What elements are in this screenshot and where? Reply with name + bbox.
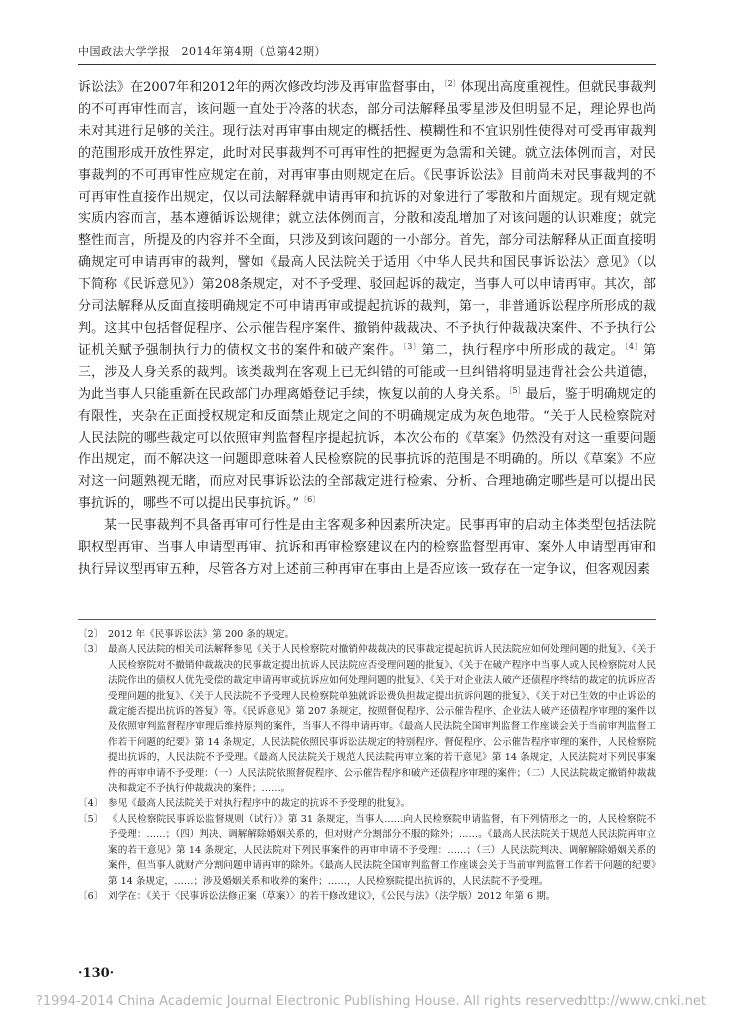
footnote-text: 参见《最高人民法院关于对执行程序中的裁定的抗诉不予受理的批复》。 [108, 798, 411, 810]
journal-header: 中国政法大学学报 2014年第4期（总第42期） [78, 45, 326, 58]
copyright-text: ?1994-2014 China Academic Journal Electronic Publishing House. All rights reserved. [36, 994, 587, 1009]
footnote-number: 〔5〕 [78, 813, 104, 825]
footnote-ref-5[interactable]: 〔5〕 [508, 385, 526, 395]
copyright-watermark [36, 994, 706, 1009]
footnote-divider [78, 619, 656, 620]
footnote-text: 最高人民法院的相关司法解释参见《关于人民检察院对撤销仲裁裁决的民事裁定提起抗诉人民法院应如何处理问题的批复》、《关于人民检察院对不撤销仲裁裁决的民事裁定提出抗诉人民法院应否受理问题的批复》、《关于在破产程序中当事人或人民检察院对人民法院作出的债权人优先受偿的裁定申请再审或抗诉应如何处理问题的批复》、《关于对企业法人破产还债程序终结的裁定的抗诉应否受理问题的批复》、《关于人民法院不予受理人民检察院单独就诉讼费负担裁定提出抗诉问题的批复》、《关于对已生效的中止诉讼的裁定能否提出抗诉的答复》等。《民诉意见》第 207 条规定，按照督促程序、公示催告程序、企业法人破产还债程序审理的案件以及依照审判监督程序审理后维持原判的案件，当事人不得申请再审。《最高人民法院全国审判监督工作座谈会关于当前审判监督工作若干问题的纪要》第 14 条规定，人民法院依照民事诉讼法规定的特别程序、督促程序、公示催告程序审理的案件，人民检察院提出抗诉的，人民法院不予受理。《最高人民法院关于规范人民法院再审立案的若干意见》第 14 条规定，人民法院对下列民事案件的再审申请不予受理：（一）人民法院依照督促程序、公示催告程序和破产还债程序审理的案件；（二）人民法院裁定撤销仲裁裁决和裁定不予执行仲裁裁决的案件；……。 [108, 644, 656, 795]
footnote-4 [78, 796, 656, 811]
footnote-ref-4[interactable]: 〔4〕 [624, 341, 643, 351]
footnote-ref-2[interactable]: 〔2〕 [443, 79, 461, 88]
footnote-number: 〔3〕 [78, 644, 104, 656]
footnote-6 [78, 889, 656, 904]
footnote-text: 刘学在：《关于〈民事诉讼法修正案（草案）〉的若干修改建议》，《公民与法》（法学版）2012 年第 6 期。 [108, 890, 556, 902]
footnote-3 [78, 642, 656, 796]
footnote-number: 〔4〕 [78, 798, 104, 810]
footnote-2 [78, 627, 656, 642]
footnote-5 [78, 812, 656, 889]
footnote-number: 〔2〕 [78, 629, 104, 640]
footnotes [78, 627, 656, 904]
footnote-ref-6[interactable]: 〔6〕 [299, 495, 321, 505]
footnote-text: 《人民检察院民事诉讼监督规则（试行）》第 31 条规定，当事人……向人民检察院申请监督，有下列情形之一的，人民检察院不予受理：……；（四）判决、调解解除婚姻关系的，但对财产分割部分不服的除外；……。《最高人民法院关于规范人民法院再审立案的若干意见》第 14 条规定，人民法院对下列民事案件的再审申请不予受理：……；（三）人民法院判决、调解解除婚姻关系的案件，但当事人就财产分割问题申请再审的除外。《最高人民法院全国审判监督工作座谈会关于当前审判监督工作若干问题的纪要》第 14 条规定，……；涉及婚姻关系和收养的案件；……，人民检察院提出抗诉的，人民法院不予受理。 [108, 813, 656, 887]
article-body [78, 77, 656, 581]
header-divider [78, 64, 656, 65]
page-number: ·130· [78, 966, 115, 981]
body-paragraph-2: 某一民事裁判不具备再审可行性是由主客观多种因素所决定。民事再审的启动主体类型包括法院职权型再审、当事人申请型再审、抗诉和再审检察建议在内的检察监督型再审、案外人申请型再审和执行异议型再审五种，尽管各方对上述前三种再审在事由上是否应该一致存在一定争议，但客观因素 [78, 518, 656, 577]
footnote-ref-3[interactable]: 〔3〕 [402, 341, 422, 351]
footnote-number: 〔6〕 [78, 890, 104, 902]
cnki-link[interactable]: http://www.cnki.net [579, 994, 706, 1009]
body-paragraph-1: 诉讼法》在2007年和2012年的两次修改均涉及再审监督事由，$^{〔2〕}$体现出高度重视性。但就民事裁判的不可再审性而言，该问题一直处于冷落的状态，部分司法解释虽零星涉及但明显不足，理论界也尚未对其进行足够的关注。现行法对再审事由规定的概括性、模糊性和不宜识别性使得对可受再审裁判的范围形成开放性界定，此时对民事裁判不可再审性的把握更为急需和关键。就立法体例而言，对民事裁判的不可再审性应规定在前，对再审事由则规定在后。《民事诉讼法》目前尚未对民事裁判的不可再审性直接作出规定，仅以司法解释就申请再审和抗诉的对象进行了零散和片面规定。现有规定就实质内容而言，基本遵循诉讼规律；就立法体例而言，分散和凌乱增加了对该问题的认识难度；就完整性而言，所提及的内容并不全面，只涉及到该问题的一小部分。首先，部分司法解释从正面直接明确规定可申请再审的裁判，譬如《最高人民法院关于适用〈中华人民共和国民事诉讼法〉意见》（以下简称《民诉意见》）第208条规定，对不予受理、驳回起诉的裁定，当事人可以申请再审。其次，部分司法解释从反面直接明确规定不可申请再审或提起抗诉的裁判，第一，非普通诉讼程序所形成的裁判。这其中包括督促程序、公示催告程序案件、撤销仲裁裁决、不予执行仲裁裁决案件、不予执行公证机关赋予强制执行力的债权文书的案件和破产案件。$^{〔3〕}$第二，执行程序中所形成的裁定。$^{〔4〕}$第三，涉及人身关系的裁判。该类裁判在客观上已无纠错的可能或一旦纠错将明显违背社会公共道德，为此当事人只能重新在民政部门办理离婚登记手续，恢复以前的人身关系。$^{〔5〕}$最后，鉴于明确规定的有限性，夹杂在正面授权规定和反面禁止规定之间的不明确规定成为灰色地带。“关于人民检察院对人民法院的哪些裁定可以依照审判监督程序提起抗诉，本次公布的《草案》仍然没有对这一重要问题作出规定，而不解决这一问题即意味着人民检察院的民事抗诉的范围是不明确的。所以《草案》不应对这一问题熟视无睹，而应对民事诉讼法的全部裁定进行检索、分析、合理地确定哪些是可以提出民事抗诉的，哪些不可以提出民事抗诉。”$^{〔6〕}$ [78, 79, 657, 512]
footnote-text: 2012 年《民事诉讼法》第 200 条的规定。 [108, 629, 295, 640]
